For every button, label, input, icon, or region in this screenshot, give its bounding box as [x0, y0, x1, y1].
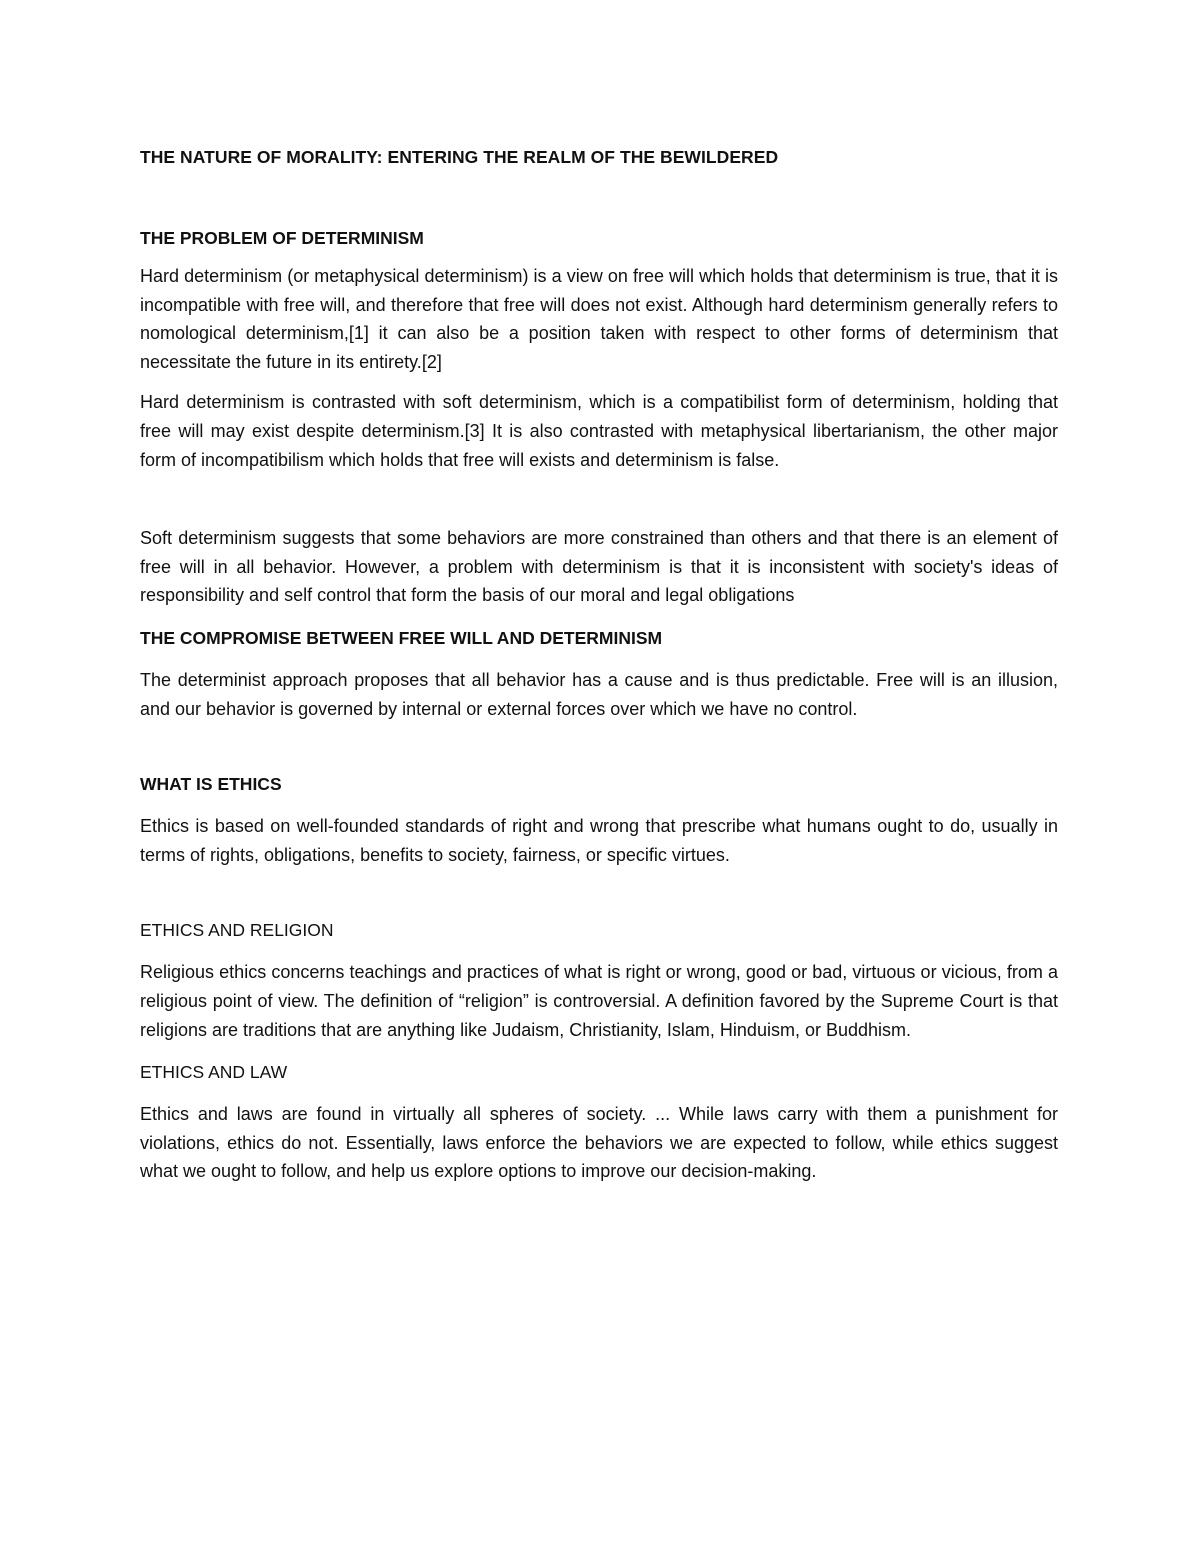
section-heading-ethics: WHAT IS ETHICS — [140, 774, 282, 795]
paragraph: Soft determinism suggests that some behaviors are more constrained than others and that there is an element of free will in all behavior. However, a problem with determinism is that it is inconsistent with society's ideas of responsibility and self control that form the basis of our moral and legal obligations — [140, 528, 1058, 606]
document-body — [140, 143, 1058, 1186]
paragraph: Ethics and laws are found in virtually all spheres of society. ... While laws carry with them a punishment for violations, ethics do not. Essentially, laws enforce the behaviors we are expected to follow, while ethics suggest what we ought to follow, and help us explore options to improve our decision-making. — [140, 1104, 1058, 1182]
section-heading-compromise: THE COMPROMISE BETWEEN FREE WILL AND DETERMINISM — [140, 627, 663, 648]
section-heading-law: ETHICS AND LAW — [140, 1062, 288, 1083]
section-heading-religion: ETHICS AND RELIGION — [140, 920, 334, 941]
paragraph: Ethics is based on well-founded standards of right and wrong that prescribe what humans ought to do, usually in terms of rights, obligations, benefits to society, fairness, or specific virtues. — [140, 816, 1058, 865]
paragraph: Hard determinism (or metaphysical determinism) is a view on free will which holds that determinism is true, that it is incompatible with free will, and therefore that free will does not exist. Although hard determinism generally refers to nomological determinism,[1] it can also be a position taken with respect to other forms of determinism that necessitate the future in its entirety.[2] — [140, 266, 1058, 372]
document-title: THE NATURE OF MORALITY: ENTERING THE REALM OF THE BEWILDERED — [140, 147, 779, 167]
section-heading-determinism: THE PROBLEM OF DETERMINISM — [140, 228, 424, 248]
paragraph: Religious ethics concerns teachings and practices of what is right or wrong, good or bad, virtuous or vicious, from a religious point of view. The definition of “religion” is controversial. A definition favored by the Supreme Court is that religions are traditions that are anything like Judaism, Christianity, Islam, Hinduism, or Buddhism. — [140, 962, 1058, 1040]
paragraph: Hard determinism is contrasted with soft determinism, which is a compatibilist form of determinism, holding that free will may exist despite determinism.[3] It is also contrasted with metaphysical libertarianism, the other major form of incompatibilism which holds that free will exists and determinism is false. — [140, 392, 1058, 470]
paragraph: The determinist approach proposes that all behavior has a cause and is thus predictable. Free will is an illusion, and our behavior is governed by internal or external forces over which we have no control. — [140, 669, 1058, 719]
